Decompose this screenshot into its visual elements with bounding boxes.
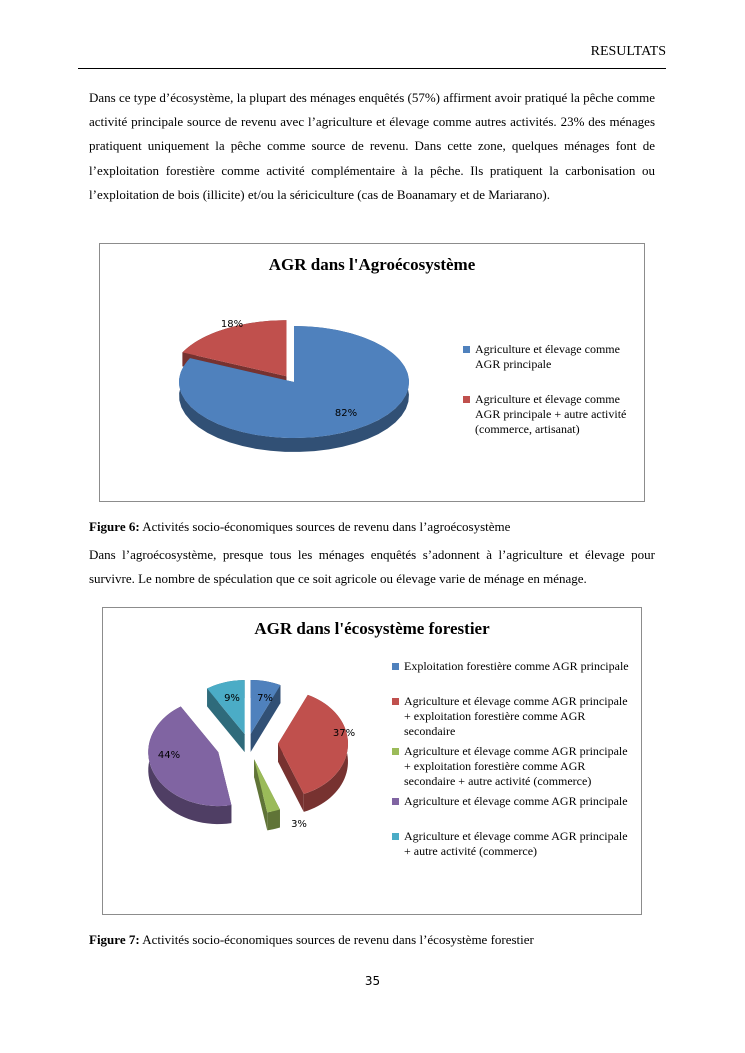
legend-label: Agriculture et élevage comme AGR principale + autre activité (commerce, artisanat) (475, 392, 627, 436)
figure7-text: Activités socio-économiques sources de revenu dans l’écosystème forestier (139, 932, 534, 947)
legend-label: Agriculture et élevage comme AGR principale + exploitation forestière comme AGR secondaire + autre activité (commerce) (404, 744, 628, 788)
intro-paragraph: Dans ce type d’écosystème, la plupart des ménages enquêtés (57%) affirment avoir pratiqué la pêche comme activité principale source de revenu avec l’agriculture et élevage comme autres activités. 23% des ménages pratiquent uniquement la pêche comme source de revenu. Dans cette zone, quelques ménages font de l’exploitation forestière comme activité complémentaire à la pêche. Ils pratiquent la carbonisation ou l’exploitation de bois (illicite) et/ou la sériciculture (cas de Boanamary et de Mariarano). (89, 90, 655, 202)
legend-item (463, 342, 638, 372)
legend-label: Agriculture et élevage comme AGR principale + autre activité (commerce) (404, 829, 628, 858)
page-header (78, 42, 666, 69)
chart-legend (392, 659, 632, 859)
slice-value-label: 18% (220, 319, 244, 330)
middle-paragraph: Dans l’agroécosystème, presque tous les ménages enquêtés s’adonnent à l’agriculture et élevage pour survivre. Le nombre de spéculation que ce soit agricole ou élevage varie de ménage en ménage. (89, 547, 655, 587)
pie-slice-wall (267, 810, 280, 831)
slice-value-label: 3% (291, 819, 307, 830)
legend-item (392, 694, 632, 739)
legend-item (463, 392, 638, 437)
figure7-label: Figure 7: (89, 932, 140, 947)
figure6-text: Activités socio-économiques sources de revenu dans l’agroécosystème (139, 519, 511, 534)
header-title: RESULTATS (590, 44, 666, 59)
legend-swatch (392, 833, 399, 840)
legend-item (392, 659, 632, 674)
legend-label: Agriculture et élevage comme AGR principale + exploitation forestière comme AGR secondaire (404, 694, 628, 738)
legend-swatch (463, 396, 470, 403)
legend-swatch (392, 748, 399, 755)
slice-value-label: 37% (332, 728, 356, 739)
legend-label: Agriculture et élevage comme AGR principale (404, 794, 628, 808)
legend-item (392, 794, 632, 809)
legend-swatch (392, 663, 399, 670)
pie-slices (179, 320, 409, 452)
slice-value-label: 44% (157, 750, 181, 761)
agroecosystem-chart (99, 243, 645, 502)
slice-value-label: 82% (334, 408, 358, 419)
legend-item (392, 829, 632, 859)
figure6-label: Figure 6: (89, 519, 140, 534)
legend-swatch (392, 798, 399, 805)
forest-ecosystem-chart (102, 607, 642, 915)
page-number: 35 (364, 974, 381, 988)
legend-swatch (463, 346, 470, 353)
chart-title: AGR dans l'écosystème forestier (254, 619, 490, 638)
figure6-caption (89, 518, 655, 536)
chart-legend (463, 342, 638, 437)
figure7-caption (89, 931, 655, 949)
slice-value-label: 9% (224, 693, 240, 704)
chart-title: AGR dans l'Agroécosystème (268, 255, 476, 274)
slice-value-label: 7% (257, 693, 273, 704)
legend-swatch (392, 698, 399, 705)
legend-label: Agriculture et élevage comme AGR principale (475, 342, 620, 371)
legend-item (392, 744, 632, 789)
legend-label: Exploitation forestière comme AGR principale (404, 659, 629, 673)
